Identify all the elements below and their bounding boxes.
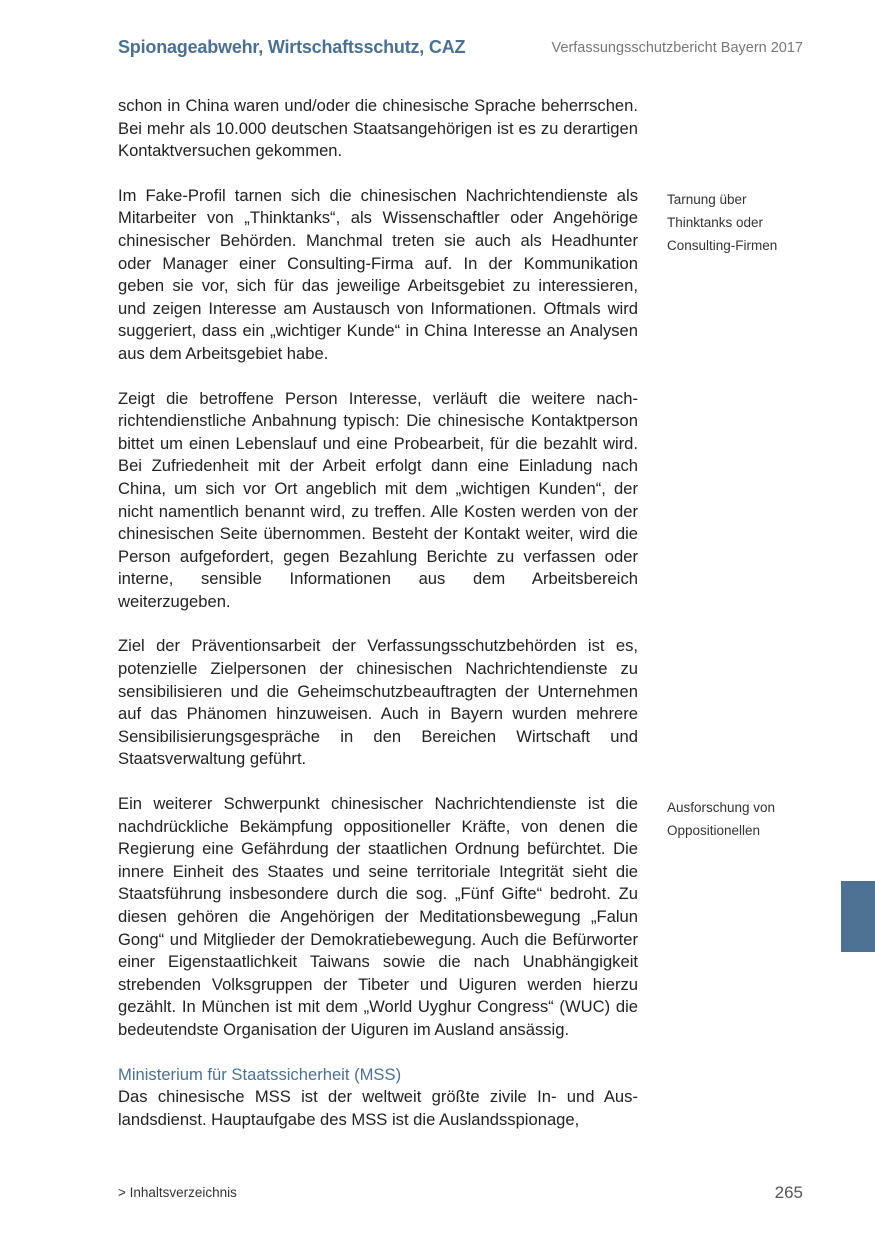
paragraph-3: Zeigt die betroffene Person Interesse, verläuft die weitere nachrichtendienstliche Anbahnung typisch: Die chinesische Kontaktperson bittet um einen Lebenslauf und eine Probearbeit, für die bezahlt wird. Bei Zufriedenheit mit der Arbeit erfolgt dann eine Einladung nach China, um sich vor Ort angeblich mit dem „wichtigen Kunden“, der nicht namentlich benannt wird, zu treffen. Alle Kosten werden von der chinesischen Seite übernommen. Besteht der Kontakt weiter, wird die Person aufgefordert, gegen Bezahlung Berichte zu verfassen oder interne, sensible Informationen aus dem Arbeitsbereich weiterzugeben.: [118, 388, 638, 611]
section-heading-mss: Ministerium für Staatssicherheit (MSS): [118, 1064, 402, 1084]
margin-note-line: Oppositionellen: [667, 823, 761, 838]
chapter-title: Spionageabwehr, Wirtschaftsschutz, CAZ: [118, 37, 466, 57]
page-number: 265: [774, 1183, 803, 1202]
paragraph-mss: Das chinesische MSS ist der weltweit größte zivile In- und Auslandsdienst. Hauptaufgabe des MSS ist die Auslandsspionage,: [118, 1087, 638, 1129]
report-title: Verfassungsschutzbericht Bayern 2017: [551, 40, 803, 56]
margin-note-line: Consulting-Firmen: [667, 238, 778, 253]
chapter-side-tab: [841, 881, 875, 952]
margin-note-tarnung: [667, 188, 817, 257]
margin-note-line: Tarnung über: [667, 192, 747, 207]
paragraph-1: schon in China waren und/oder die chinesische Sprache beherrschen. Bei mehr als 10.000 deutschen Staatsangehörigen ist es zu derartigen Kontaktversuchen gekommen.: [118, 96, 638, 161]
paragraph-2: Im Fake-Profil tarnen sich die chinesischen Nachrichtendienste als Mitarbeiter von „Thinktanks“, als Wissenschaftler oder Angehörige chinesischer Behörden. Manchmal treten sie auch als Headhunter oder Manager einer Consulting-Firma auf. In der Kommunikation geben sie vor, sich für das jeweilige Arbeitsgebiet zu interessieren, und zeigen Interesse am Austausch von Informationen. Oftmals wird suggeriert, dass ein „wichtiger Kunde“ in China Interesse an Analysen aus dem Arbeitsgebiet habe.: [118, 185, 638, 363]
margin-note-line: Thinktanks oder: [667, 215, 764, 230]
margin-note-ausforschung: [667, 796, 817, 842]
main-text-column: [118, 95, 638, 1153]
paragraph-5: Ein weiterer Schwerpunkt chinesischer Nachrichtendienste ist die nachdrückliche Bekämpfung oppositioneller Kräfte, von denen die Regierung eine Gefährdung der staatlichen Ordnung befürchtet. Die innere Einheit des Staates und seine territoriale Integrität sieht die Staatsführung insbesondere durch die sog. „Fünf Gifte“ bedroht. Zu diesen gehören die Angehörigen der Meditationsbewegung „Falun Gong“ und Mitglieder der Demokratiebewegung. Auch die Befürworter einer Eigenstaatlichkeit Taiwans sowie die nach Unabhängigkeit strebenden Volksgruppen der Tibeter und Uiguren werden hierzu gezählt. In München ist mit dem „World Uyghur Congress“ (WUC) die bedeutendste Organisation der Uiguren im Ausland ansässig.: [118, 794, 638, 1039]
paragraph-4: Ziel der Präventionsarbeit der Verfassungsschutzbehörden ist es, potenzielle Zielpersonen der chinesischen Nachrichtendienste zu sensibilisieren und die Geheimschutzbeauftragten der Unternehmen auf das Phänomen hinzuweisen. Auch in Bayern wurden mehrere Sensibilisierungsgespräche in den Bereichen Wirtschaft und Staatsverwaltung geführt.: [118, 636, 638, 769]
table-of-contents-link[interactable]: > Inhaltsverzeichnis: [118, 1185, 237, 1200]
margin-note-line: Ausforschung von: [667, 800, 776, 815]
